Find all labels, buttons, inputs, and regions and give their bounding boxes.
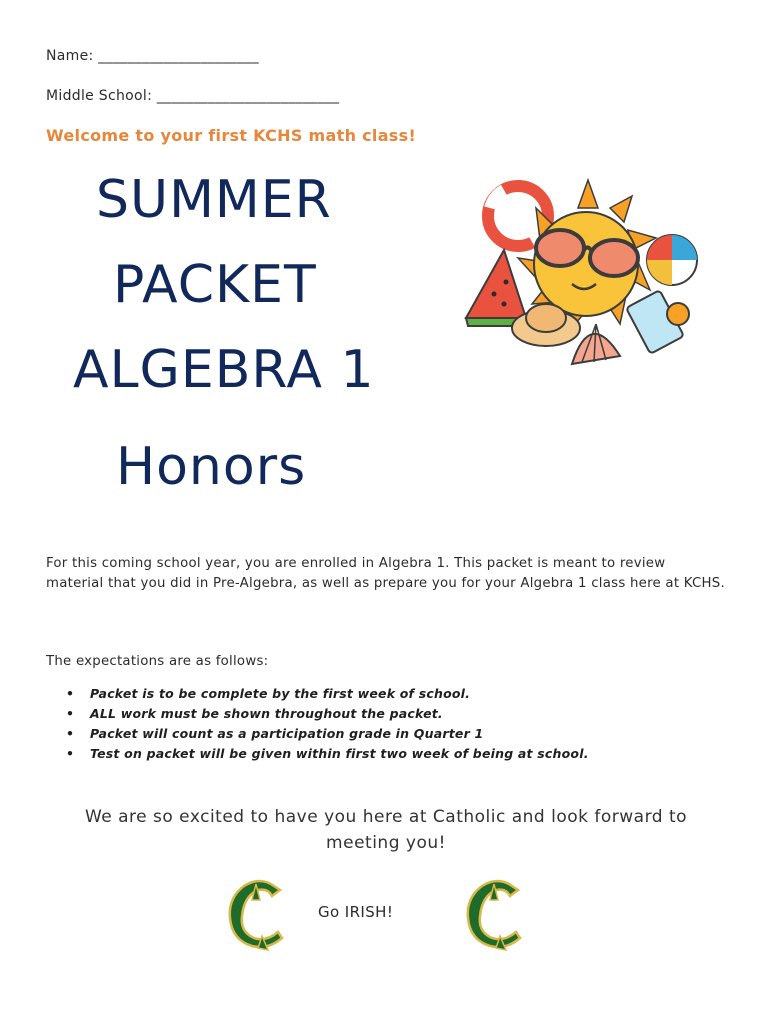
list-item [60,744,589,764]
expectation-text: Test on packet will be given within first two week of being at school. [90,746,589,761]
old-english-c-logo-icon [222,876,292,952]
go-irish-text: Go IRISH! [318,903,394,921]
middle-school-field-line: Middle School: _________________________ [46,88,340,104]
bullet-icon: • [66,746,75,761]
expectations-heading: The expectations are as follows: [46,654,269,669]
old-english-c-logo-icon [460,876,530,952]
name-field-line: Name: ______________________ [46,48,259,64]
expectation-text: Packet will count as a participation grade in Quarter 1 [90,726,484,741]
beach-ball-icon [647,235,697,285]
bullet-icon: • [66,706,75,721]
title-line-1: SUMMER [96,170,332,230]
drink-icon [626,290,689,354]
list-item [60,724,589,744]
expectation-text: Packet is to be complete by the first week of school. [90,686,471,701]
title-line-3: ALGEBRA 1 [73,340,375,400]
expectations-list [60,684,589,764]
title-line-4: Honors [116,437,307,497]
title-line-2: PACKET [113,255,317,315]
summer-sun-clipart-icon [460,178,700,378]
list-item [60,684,589,704]
intro-paragraph: For this coming school year, you are enrolled in Algebra 1. This packet is meant to review material that you did in Pre-Algebra, as well as prepare you for your Algebra 1 class here at KCHS. [46,556,725,591]
bullet-icon: • [66,686,75,701]
watermelon-icon [466,250,526,326]
list-item [60,704,589,724]
expectation-text: ALL work must be shown throughout the packet. [90,706,443,721]
closing-message: We are so excited to have you here at Catholic and look forward to meeting you! [84,807,688,853]
welcome-heading: Welcome to your first KCHS math class! [46,126,417,145]
bullet-icon: • [66,726,75,741]
